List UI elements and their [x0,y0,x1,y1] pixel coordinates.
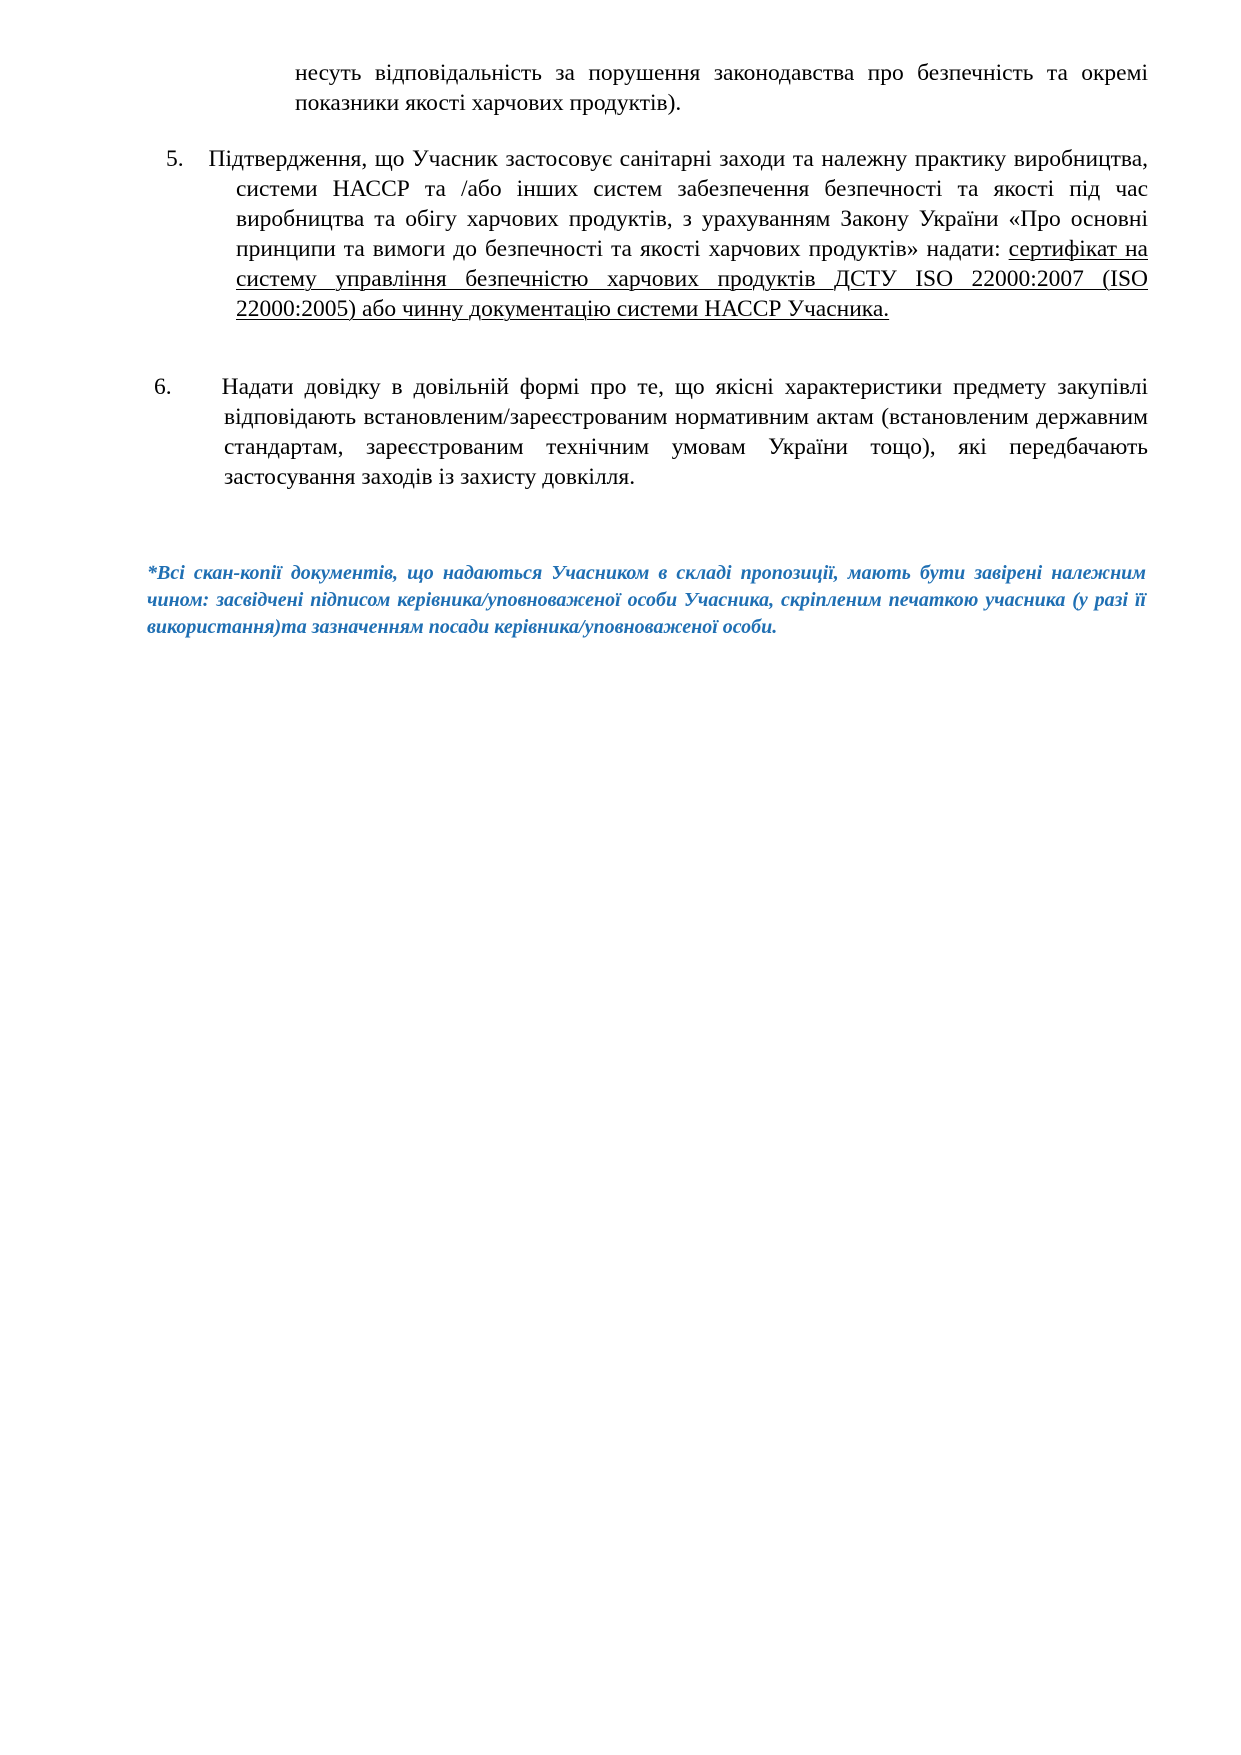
certification-note: *Всі скан-копії документів, що надаються Учасником в складі пропозиції, мають бути завірені належним чином: засвідчені підписом керівника/уповноваженої особи Учасника, скріпленим печаткою учасника (у разі її використання)та зазначенням посади керівника/уповноваженої особи. [147,562,1146,638]
list-item-text: Підтвердження, що Учасник застосовує санітарні заходи та належну практику виробництва, системи НАССР та /або інших систем забезпечення безпечності та якості під час виробництва та обігу харчових продуктів, з урахуванням Закону України «Про основні принципи та вимоги до безпечності та якості харчових продуктів» надати: [208,146,1149,262]
underlined-requirement: сертифікат на систему управління безпечністю харчових продуктів ДСТУ ISO 22000:2007 (ISO 22000:2005) або чинну документацію системи НАССР Учасника. [236,236,1148,322]
continuation-paragraph: несуть відповідальність за порушення законодавства про безпечність та окремі показники якості харчових продуктів). [295,60,1148,116]
list-item-text: Надати довідку в довільній формі про те, що якісні характеристики предмету закупівлі відповідають встановленим/зареєстрованим нормативним актам (встановленим державним стандартам, зареєстрованим технічним умовам України тощо), які передбачають застосування заходів із захисту довкілля. [221,374,1148,490]
list-item-5: 5. Підтвердження, що Учасник застосовує санітарні заходи та належну практику виробництва, системи НАССР та /або інших систем забезпечення безпечності та якості під час виробництва та обігу харчових продуктів, з урахуванням Закону України «Про основні принципи та вимоги до безпечності та якості харчових продуктів» надати: сертифікат на систему управління безпечністю харчових продуктів ДСТУ ISO 22000:2007 (ISO 22000:2005) або чинну документацію системи НАССР Учасника. [166,146,1149,322]
list-item-6: 6. Надати довідку в довільній формі про те, що якісні характеристики предмету закупівлі відповідають встановленим/зареєстрованим нормативним актам (встановленим державним стандартам, зареєстрованим технічним умовам України тощо), які передбачають застосування заходів із захисту довкілля. [154,374,1148,490]
